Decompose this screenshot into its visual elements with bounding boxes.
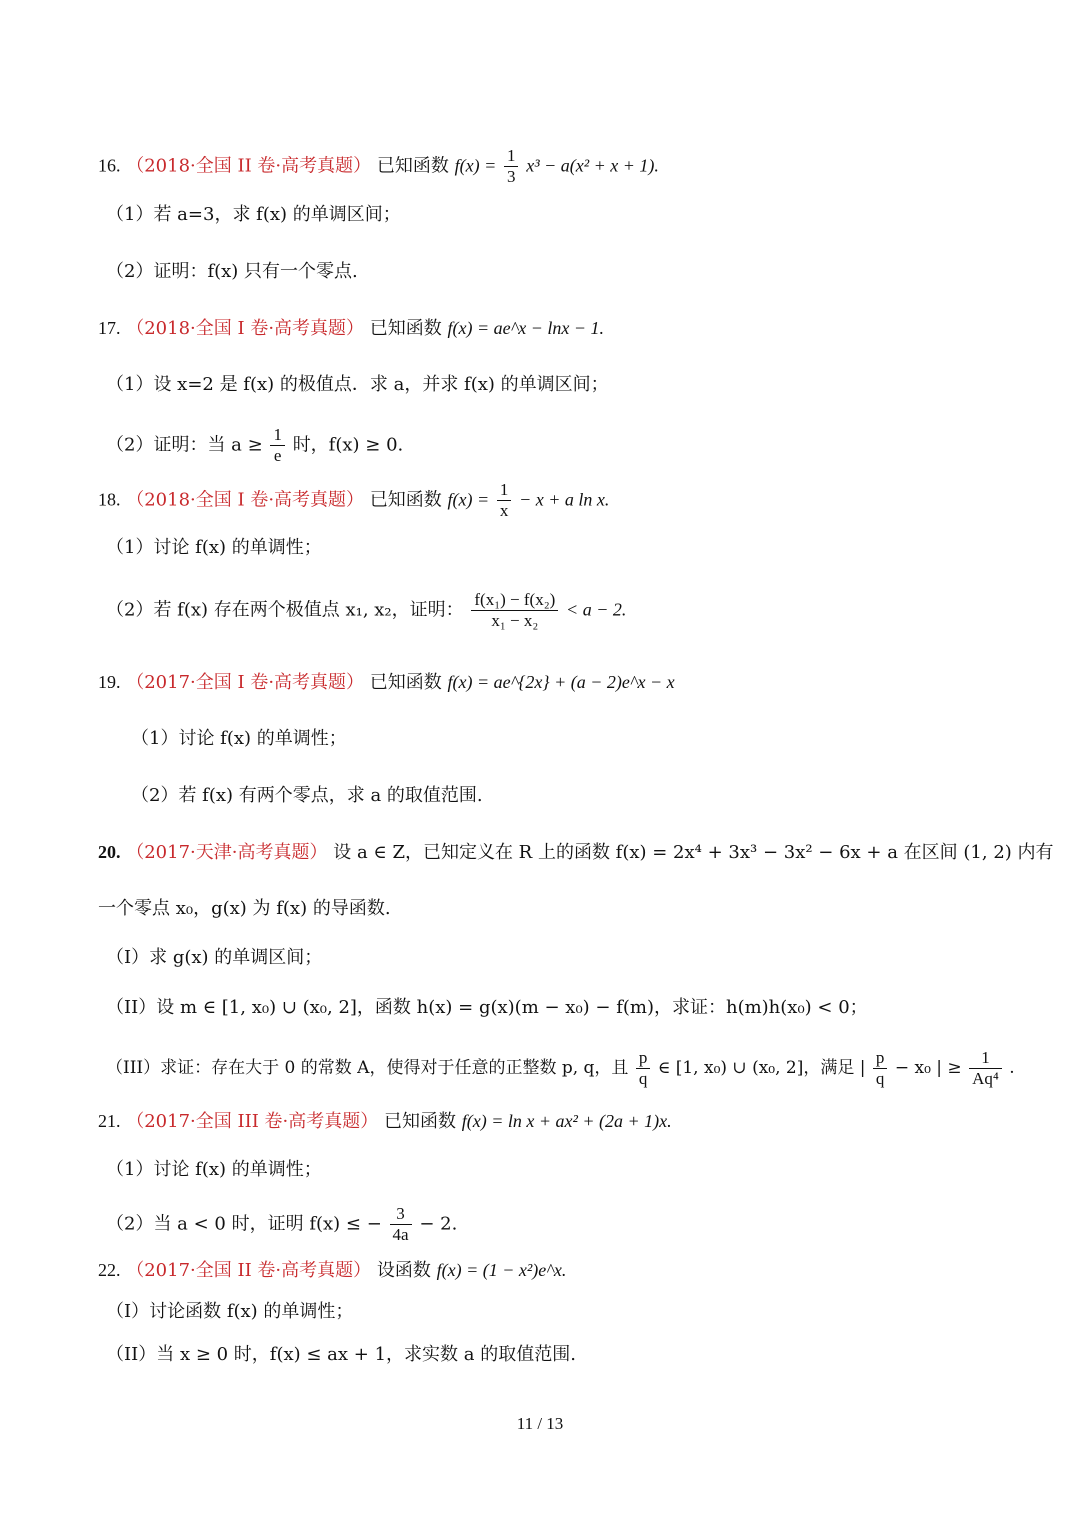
fraction-numerator: 1 <box>969 1048 1002 1069</box>
problem-source: （2017·全国 III 卷·高考真题） <box>126 1111 379 1132</box>
problem-number: 19. <box>98 672 121 692</box>
formula-lhs: f(x) = <box>454 155 497 176</box>
fraction-numerator: p <box>636 1048 651 1069</box>
formula: f(x) = ln x + ax² + (2a + 1)x. <box>461 1111 672 1131</box>
problem-number: 20. <box>98 842 121 862</box>
problem-stem-text: 已知函数 <box>376 155 449 177</box>
problem-number: 22. <box>98 1260 121 1280</box>
problem-20-part-2: （II）设 m ∈ [1, x₀) ∪ (x₀, 2]，函数 h(x) = g(x)(m − x₀) − f(m)，求证：h(m)h(x₀) < 0； <box>106 997 868 1018</box>
fraction-numerator: 1 <box>504 146 519 167</box>
fraction <box>873 1048 888 1089</box>
part-text: < a − 2. <box>566 599 627 620</box>
part-text: ∈ [1, x₀) ∪ (x₀, 2]，满足 | <box>657 1058 866 1078</box>
fraction-denominator: Aq⁴ <box>972 1069 999 1088</box>
formula: f(x) = ae^x − lnx − 1. <box>447 318 604 338</box>
part-text: . <box>1009 1058 1015 1078</box>
problem-21-part-2 <box>106 1204 1020 1245</box>
problem-stem-text: 已知函数 <box>369 318 442 339</box>
problem-18-part-1: （1）讨论 f(x) 的单调性； <box>106 537 322 558</box>
fraction-denominator: 3 <box>506 167 516 186</box>
fraction-numerator: 1 <box>497 480 512 501</box>
problem-stem-text: 已知函数 <box>384 1111 456 1132</box>
fraction-denominator: e <box>273 446 282 465</box>
formula-rhs: − x + a ln x. <box>519 489 610 510</box>
formula-lhs: f(x) = <box>447 489 490 510</box>
fraction <box>504 146 519 187</box>
problem-16-stem <box>98 146 1020 187</box>
fraction-numerator: 3 <box>390 1204 412 1225</box>
problem-source: （2018·全国 I 卷·高考真题） <box>126 489 365 511</box>
fraction-denominator: x₁ − x₂ <box>491 611 539 630</box>
problem-16-part-1: （1）若 a=3，求 f(x) 的单调区间； <box>106 204 401 225</box>
problem-20-part-1: （I）求 g(x) 的单调区间； <box>106 947 323 968</box>
part-text: − 2. <box>419 1213 458 1235</box>
problem-20-part-3 <box>106 1048 1020 1089</box>
fraction-denominator: q <box>875 1069 885 1088</box>
fraction <box>270 425 285 466</box>
fraction-numerator: p <box>873 1048 888 1069</box>
problem-source: （2018·全国 II 卷·高考真题） <box>126 155 372 177</box>
part-text: （2）当 a < 0 时，证明 f(x) ≤ − <box>106 1213 382 1235</box>
formula: f(x) = (1 − x²)e^x. <box>436 1260 567 1280</box>
problem-number: 17. <box>98 318 121 338</box>
fraction-denominator: 4a <box>392 1225 409 1244</box>
problem-22-part-1: （I）讨论函数 f(x) 的单调性； <box>106 1301 354 1322</box>
fraction-denominator: x <box>499 501 509 520</box>
problem-19-stem <box>98 670 1020 695</box>
problem-21-stem <box>98 1109 1020 1134</box>
problem-22-part-2: （II）当 x ≥ 0 时，f(x) ≤ ax + 1，求实数 a 的取值范围. <box>106 1344 576 1365</box>
fraction <box>636 1048 651 1089</box>
problem-stem-text: 已知函数 <box>369 672 442 693</box>
problem-stem-text: 已知函数 <box>369 489 442 511</box>
problem-21-part-1: （1）讨论 f(x) 的单调性； <box>106 1159 322 1180</box>
problem-source: （2017·全国 II 卷·高考真题） <box>126 1260 372 1281</box>
fraction <box>969 1048 1002 1089</box>
part-text: （III）求证：存在大于 0 的常数 A，使得对于任意的正整数 p, q，且 <box>106 1058 629 1078</box>
fraction <box>390 1204 412 1245</box>
problem-17-part-2 <box>106 425 1020 466</box>
problem-number: 18. <box>98 489 121 510</box>
formula-rhs: x³ − a(x² + x + 1). <box>526 155 659 176</box>
problem-17-stem <box>98 316 1020 341</box>
problem-16-part-2: （2）证明：f(x) 只有一个零点. <box>106 261 358 282</box>
problem-stem-text: 设 a ∈ Z，已知定义在 R 上的函数 f(x) = 2x⁴ + 3x³ − 3x² − 6x + a 在区间 (1, 2) 内有 <box>333 842 1054 863</box>
part-text: − x₀ | ≥ <box>894 1058 962 1078</box>
problem-stem-text: 设函数 <box>376 1260 431 1281</box>
problem-source: （2017·天津·高考真题） <box>126 842 328 863</box>
problem-18-stem <box>98 480 1020 521</box>
problem-19-part-1: （1）讨论 f(x) 的单调性； <box>131 728 347 749</box>
fraction <box>471 590 558 631</box>
problem-19-part-2: （2）若 f(x) 有两个零点，求 a 的取值范围. <box>131 785 483 806</box>
problem-source: （2018·全国 I 卷·高考真题） <box>126 318 365 339</box>
problem-number: 16. <box>98 155 121 176</box>
page-number: 11 / 13 <box>516 1414 564 1433</box>
problem-17-part-1: （1）设 x=2 是 f(x) 的极值点．求 a，并求 f(x) 的单调区间； <box>106 374 609 395</box>
part-text: （2）证明：当 a ≥ <box>106 434 263 456</box>
problem-number: 21. <box>98 1111 121 1131</box>
problem-22-stem <box>98 1258 1020 1283</box>
part-text: 时，f(x) ≥ 0. <box>292 434 404 456</box>
formula: f(x) = ae^{2x} + (a − 2)e^x − x <box>447 672 675 692</box>
part-text: （2）若 f(x) 存在两个极值点 x₁, x₂，证明： <box>106 599 464 621</box>
fraction-numerator: 1 <box>270 425 285 446</box>
problem-source: （2017·全国 I 卷·高考真题） <box>126 672 365 693</box>
problem-18-part-2 <box>106 590 1020 631</box>
fraction-denominator: q <box>638 1069 648 1088</box>
problem-20-stem <box>98 840 1054 865</box>
problem-20-stem-cont: 一个零点 x₀，g(x) 为 f(x) 的导函数. <box>98 898 391 919</box>
fraction-numerator: f(x₁) − f(x₂) <box>471 590 558 611</box>
fraction <box>497 480 512 521</box>
